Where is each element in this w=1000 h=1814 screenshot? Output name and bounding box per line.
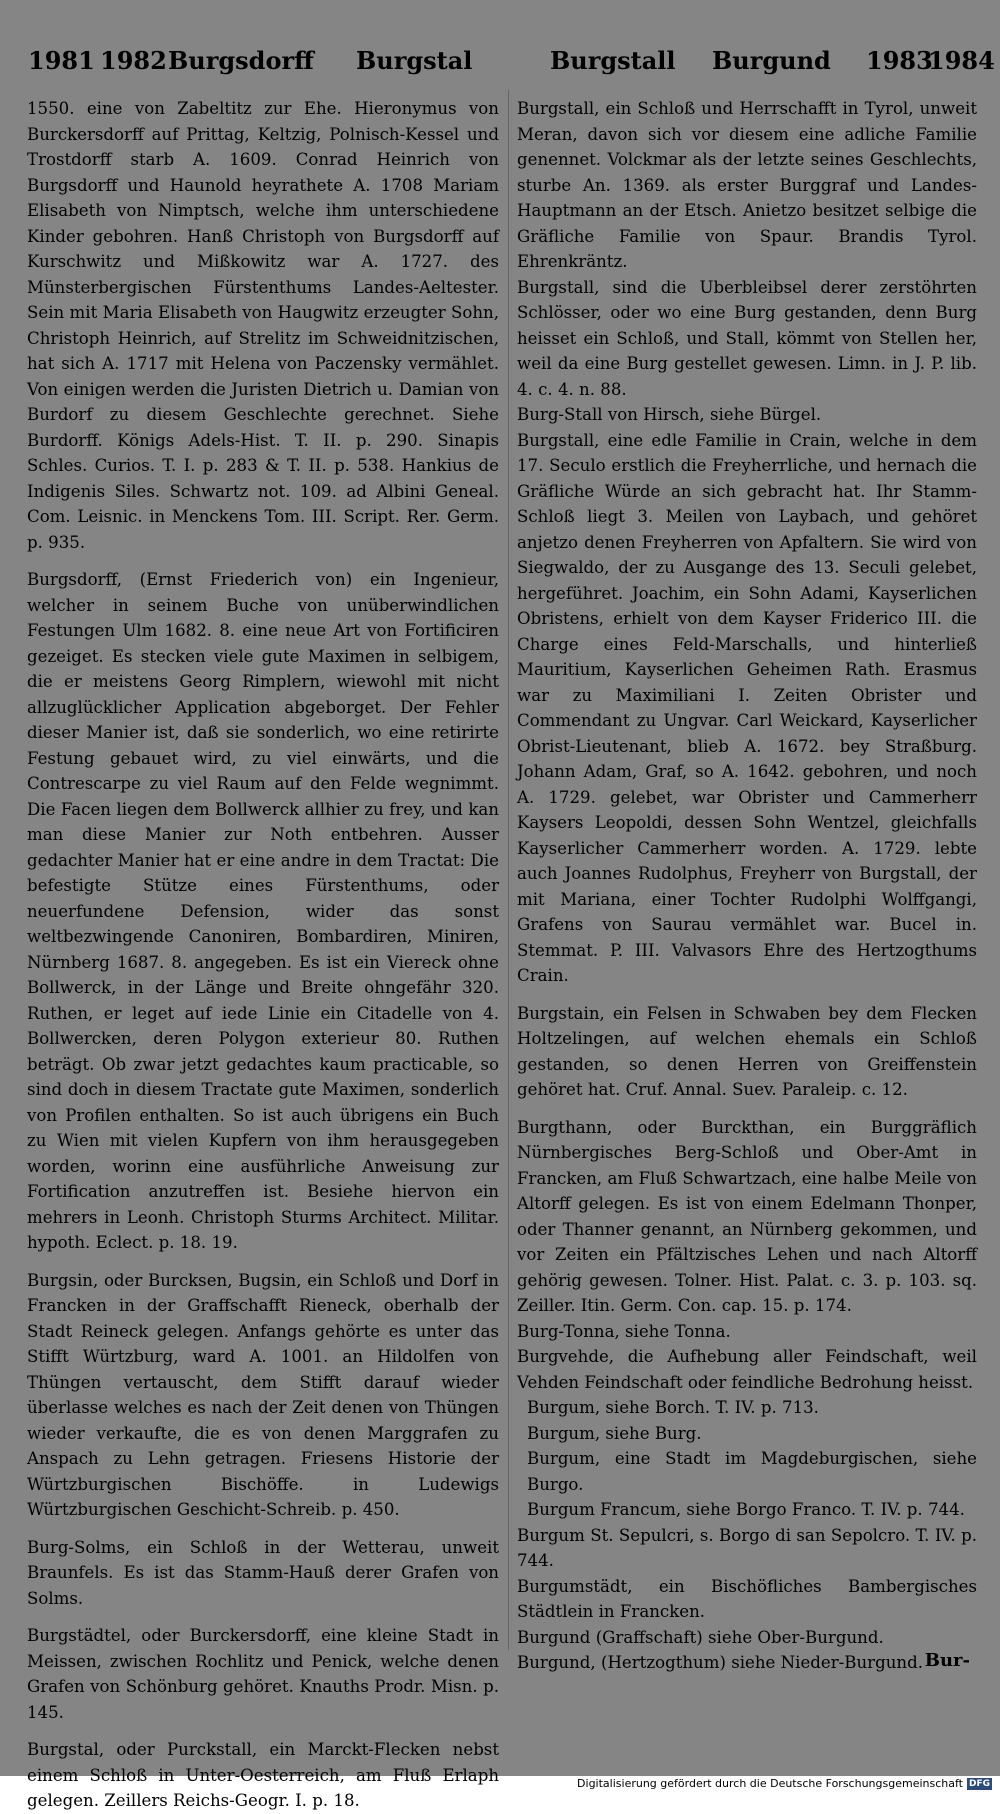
page-number-1984: 1984 xyxy=(928,46,995,75)
entry-burgsin: Burgsin, oder Burcksen, Bugsin, ein Schloß und Dorf in Francken in der Graffschafft Rieneck, oberhalb der Stadt Reineck gelegen. Anfangs gehörte es unter das Stifft Würtzburg, ward A. 1001. an Hildolfen von Thüngen vertauscht, dem Stifft darauf wieder überlasse welches es nach der Zeit denen von Thüngen wieder verkaufte, die es von denen Marggrafen zu Anspach zu Lehn getragen. Friesens Historie der Würtzburgischen Bischöffe. in Ludewigs Würtzburgischen Geschicht-Schreib. p. 450. xyxy=(27,1270,499,1519)
left-column xyxy=(27,96,499,1814)
entry-burgstain: Burgstain, ein Felsen in Schwaben bey dem Flecken Holtzelingen, auf welchen ehemals ein Schloß gestanden, so denen Herren von Greiffenstein gehöret hat. Cruf. Annal. Suev. Paraleip. c. 12. xyxy=(517,1003,977,1099)
entry-burgum-sepulcri: Burgum St. Sepulcri, s. Borgo di san Sepolcro. T. IV. p. 744. xyxy=(517,1525,977,1570)
header-word-burgsdorff: Burgsdorff xyxy=(168,46,314,75)
entry-burgstall-tyrol: Burgstall, ein Schloß und Herrschafft in Tyrol, unweit Meran, davon sich vor diesem eine adliche Familie genennet. Volckmar als der letzte seines Geschlechts, sturbe An. 1369. als erster Burggraf und Landes-Hauptmann an der Etsch. Anietzo besitzet selbige die Gräfliche Familie von Spaur. Brandis Tyrol. Ehrenkräntz. xyxy=(517,99,977,271)
header-word-burgstall: Burgstall xyxy=(550,46,676,75)
page-number-1983: 1983 xyxy=(866,46,933,75)
dfg-logo[interactable]: DFG xyxy=(968,1778,990,1789)
entry-burgum-stadt: Burgum, eine Stadt im Magdeburgischen, siehe Burgo. xyxy=(527,1449,977,1494)
right-column xyxy=(517,96,977,1676)
column-divider xyxy=(508,90,509,1650)
entry-burgstall-crain: Burgstall, eine edle Familie in Crain, welche in dem 17. Seculo erstlich die Freyherrliche, und hernach die Gräfliche Würde an sich gebracht hat. Ihr Stamm-Schloß liegt 3. Meilen von Laybach, und gehöret anjetzo denen Freyherren von Apfaltern. Sie wird von Siegwaldo, der zu Ausgange des 13. Seculi gelebet, hergeführet. Joachim, ein Sohn Adami, Kayserlichen Obristens, erhielt von dem Kayser Friderico III. die Charge eines Feld-Marschalls, und hinterließ Mauritium, Kayserlichen Geheimen Rath. Erasmus war zu Maximiliani I. Zeiten Obrister und Commendant zu Ungvar. Carl Weickard, Kayserlicher Obrist-Lieutenant, blieb A. 1672. bey Straßburg. Johann Adam, Graf, so A. 1642. gebohren, und noch A. 1729. gelebet, war Obrister und Cammerherr Kaysers Leopoldi, dessen Sohn Wentzel, gleichfalls Kayserlicher Cammerherr worden. A. 1729. lebte auch Joannes Rudolphus, Freyherr von Burgstall, der mit Mariana, einer Tochter Rudolphi Wolffgangi, Grafens von Saurau vermählet war. Bucel in. Stemmat. P. III. Valvasors Ehre des Hertzogthums Crain. xyxy=(517,430,977,985)
entry-burgum-francum: Burgum Francum, siehe Borgo Franco. T. IV. p. 744. xyxy=(527,1500,965,1519)
footer-credit: Digitalisierung gefördert durch die Deutsche Forschungsgemeinschaft xyxy=(577,1777,963,1790)
entry-burgsdorff-family: 1550. eine von Zabeltitz zur Ehe. Hieronymus von Burckersdorff auf Prittag, Keltzig, Polnisch-Kessel und Trostdorff starb A. 1609. Conrad Heinrich von Burgsdorff und Haunold heyrathete A. 1708 Mariam Elisabeth von Nimptsch, welche ihm unterschiedene Kinder gebohren. Hanß Christoph von Burgsdorff auf Kurschwitz und Mißkowitz war A. 1727. des Münsterbergischen Fürstenthums Landes-Aeltester. Sein mit Maria Elisabeth von Haugwitz erzeugter Sohn, Christoph Heinrich, auf Strelitz im Schweidnitzischen, hat sich A. 1717 mit Helena von Paczensky vermählet. Von einigen werden die Juristen Dietrich u. Damian von Burdorf zu diesem Geschlechte gerechnet. Siehe Burdorff. Königs Adels-Hist. T. II. p. 290. Sinapis Schles. Curios. T. I. p. 283 & T. II. p. 538. Hankius de Indigenis Siles. Schwartz not. 109. ad Albini Geneal. Com. Leisnic. in Menckens Tom. III. Script. Rer. Germ. p. 935. xyxy=(27,99,499,552)
digitization-footer xyxy=(577,1777,992,1790)
entry-burgstaedtel: Burgstädtel, oder Burckersdorff, eine kleine Stadt in Meissen, zwischen Rochlitz und Penick, welche denen Grafen von Schönburg gehöret. Knauths Prodr. Misn. p. 145. xyxy=(27,1626,499,1722)
page-number-1982: 1982 xyxy=(100,46,167,75)
entry-burg-solms: Burg-Solms, ein Schloß in der Wetterau, unweit Braunfels. Es ist das Stamm-Hauß derer Grafen von Solms. xyxy=(27,1537,499,1608)
header-word-burgund: Burgund xyxy=(712,46,831,75)
entry-burgstall-ruins: Burgstall, sind die Uberbleibsel derer zerstöhrten Schlösser, oder wo eine Burg gestanden, denn Burg heisset ein Schloß, und Stall, kömmt von Stellen her, weil da eine Burg gestellet gewesen. Limn. in J. P. lib. 4. c. 4. n. 88. xyxy=(517,277,977,399)
entry-burg-tonna: Burg-Tonna, siehe Tonna. xyxy=(517,1321,731,1341)
entry-burgund-hertzogthum: Burgund, (Hertzogthum) siehe Nieder-Burgund. xyxy=(517,1653,923,1672)
entry-burgum-borch: Burgum, siehe Borch. T. IV. p. 713. xyxy=(527,1398,819,1417)
entry-burgvehde: Burgvehde, die Aufhebung aller Feindschaft, weil Vehden Feindschaft oder feindliche Bedrohung heisst. xyxy=(517,1347,977,1392)
entry-burgstal: Burgstal, oder Purckstall, ein Marckt-Flecken nebst einem Schloß in Unter-Oesterreich, am Fluß Erlaph gelegen. Zeillers Reichs-Geogr. I. p. 18. xyxy=(27,1740,499,1810)
entry-burgsdorff-ernst: Burgsdorff, (Ernst Friederich von) ein Ingenieur, welcher in seinem Buche von unüberwindlichen Festungen Ulm 1682. 8. eine neue Art von Fortificiren gezeiget. Es stecken viele gute Maximen in selbigem, die er meistens Georg Rimplern, wiewohl mit nicht allzuglücklicher Application abgeborget. Der Fehler dieser Manier ist, daß sie sonderlich, wo eine retirirte Festung gebauet wird, zu viel einwärts, und die Contrescarpe zu viel Raum auf den Felde wegnimmt. Die Facen liegen dem Bollwerck allhier zu frey, und kan man diese Manier zur Noth entbehren. Ausser gedachter Manier hat er eine andre in dem Tractat: Die befestigte Stütze eines Fürstenthums, oder neuerfundene Defension, wider das sonst weltbezwingende Canoniren, Bombardiren, Miniren, Nürnberg 1687. 8. angegeben. Es ist ein Viereck ohne Bollwerck, in der Länge und Breite ohngefähr 320. Ruthen, er leget auf iede Linie ein Citadelle von 4. Bollwercken, deren Polygon exterieur 80. Ruthen beträgt. Ob zwar jetzt gedachtes kaum practicable, so sind doch in diesem Tractate gute Maximen, sonderlich von Profilen enthalten. So ist auch übrigens ein Buch zu Wien mit vielen Kupfern von ihm herausgegeben worden, worinn eine ausführliche Anweisung zur Fortification anzutreffen ist. Besiehe hiervon ein mehrers in Leonh. Christoph Sturms Architect. Militar. hypoth. Eclect. p. 18. 19. xyxy=(27,570,499,1252)
entry-burg-stall-hirsch: Burg-Stall von Hirsch, siehe Bürgel. xyxy=(517,405,822,424)
entry-burgum-burg: Burgum, siehe Burg. xyxy=(527,1423,702,1443)
entry-burgthann: Burgthann, oder Burckthan, ein Burggräflich Nürnbergisches Berg-Schloß und Ober-Amt in Francken, am Fluß Schwartzach, eine halbe Meile von Altorff gelegen. Es ist von einem Edelmann Thonper, oder Thanner genannt, an Nürnberg gekommen, und vor Zeiten ein Pfältzisches Lehen und nach Altorff gehörig gewesen. Tolner. Hist. Palat. c. 3. p. 103. sq. Zeiller. Itin. Germ. Con. cap. 15. p. 174. xyxy=(517,1117,977,1315)
page-number-1981: 1981 xyxy=(28,46,95,75)
catchword: Bur- xyxy=(924,1650,970,1671)
header-word-burgstal: Burgstal xyxy=(356,46,473,75)
entry-burgund-graffschaft: Burgund (Graffschaft) siehe Ober-Burgund. xyxy=(517,1627,884,1647)
entry-burgumstaedt: Burgumstädt, ein Bischöfliches Bambergisches Städtlein in Francken. xyxy=(517,1576,977,1621)
